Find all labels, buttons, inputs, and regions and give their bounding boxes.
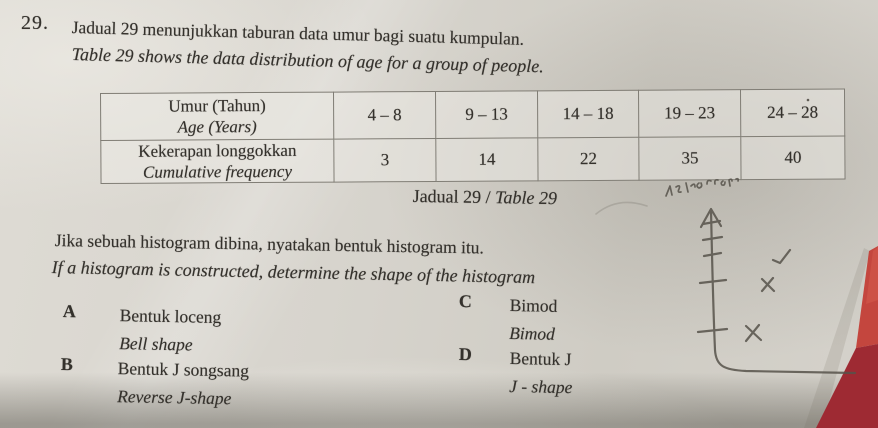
cumfreq-cell — [741, 136, 845, 180]
table-row-cumulative-frequency — [101, 136, 845, 184]
table-caption-ms: Jadual 29 — [412, 185, 482, 207]
age-group-value: 24 – 28 — [767, 102, 819, 122]
red-object — [804, 246, 878, 428]
cumfreq-value: 35 — [681, 148, 699, 168]
question-task-en: If a histogram is constructed, determine the shape of the histogram — [51, 257, 536, 288]
cumfreq-row-header-en: Cumulative frequency — [142, 161, 293, 182]
sketch-axis-arrowhead — [701, 209, 721, 227]
question-statement-en: Table 29 shows the data distribution of age for a group of people. — [71, 44, 545, 77]
option-d-text-ms: Bentuk J — [509, 347, 572, 370]
cumfreq-value: 22 — [579, 148, 597, 169]
red-object-bright-part — [856, 246, 878, 348]
cumfreq-row-header-ms: Kekerapan longgokkan — [138, 140, 297, 161]
x-mark-lower — [746, 325, 761, 341]
option-b-letter: B — [60, 354, 74, 375]
option-c — [458, 291, 558, 348]
age-group-value: 9 – 13 — [465, 104, 508, 124]
option-d — [458, 344, 573, 401]
cumfreq-value: 14 — [478, 149, 496, 169]
cumfreq-cell — [436, 138, 538, 182]
x-mark-upper — [762, 278, 774, 291]
red-object-dark-part — [816, 344, 878, 428]
age-row-header-en: Age (Years) — [177, 117, 257, 137]
option-c-text-ms: Bimod — [509, 294, 558, 316]
option-c-text-en: Bimod — [509, 322, 556, 344]
question-number: 29. — [21, 12, 49, 34]
option-a-text-ms: Bentuk loceng — [119, 305, 222, 328]
age-group-cell — [638, 90, 740, 138]
question-statement-ms: Jadual 29 menunjukkan taburan data umur bagi suatu kumpulan. — [71, 17, 525, 49]
option-a-letter: A — [62, 301, 76, 322]
age-group-cell — [537, 90, 638, 138]
option-b — [60, 354, 249, 413]
age-group-value: 4 – 8 — [367, 105, 402, 125]
question-task-ms: Jika sebuah histogram dibina, nyatakan bentuk histogram itu. — [54, 230, 485, 258]
cumfreq-row-header-cell — [101, 139, 334, 183]
option-a — [62, 301, 222, 359]
option-c-letter: C — [458, 291, 472, 312]
option-d-text-en: J - shape — [509, 375, 573, 397]
cumfreq-value: 40 — [784, 147, 802, 167]
age-group-cell — [435, 91, 537, 139]
red-object-shadow — [804, 248, 870, 428]
sketch-axis-ticks — [698, 221, 727, 332]
option-d-letter: D — [458, 344, 472, 365]
option-b-text-ms: Bentuk J songsang — [117, 358, 250, 381]
table-caption-separator: / — [480, 186, 496, 208]
check-mark — [773, 250, 790, 263]
age-group-cell — [333, 91, 435, 139]
cumfreq-value: 3 — [380, 150, 390, 170]
frequency-table — [100, 88, 846, 184]
red-object-highlight — [866, 247, 878, 304]
age-group-value: 19 – 23 — [664, 103, 716, 123]
option-a-text-en: Bell shape — [119, 332, 193, 354]
sketch-axis — [711, 210, 855, 373]
cumfreq-cell — [639, 137, 741, 181]
cumfreq-cell — [538, 137, 639, 181]
age-row-header-ms: Umur (Tahun) — [168, 95, 266, 116]
table-row-age — [101, 89, 845, 141]
table-caption-en: Table 29 — [494, 187, 558, 209]
age-row-header-cell — [101, 92, 334, 140]
handwritten-kekerapan — [666, 179, 738, 196]
age-group-cell — [740, 89, 844, 137]
cumfreq-cell — [334, 138, 436, 182]
table-caption — [310, 184, 660, 210]
option-b-text-en: Reverse J-shape — [117, 385, 232, 408]
age-group-value: 14 – 18 — [562, 103, 614, 124]
